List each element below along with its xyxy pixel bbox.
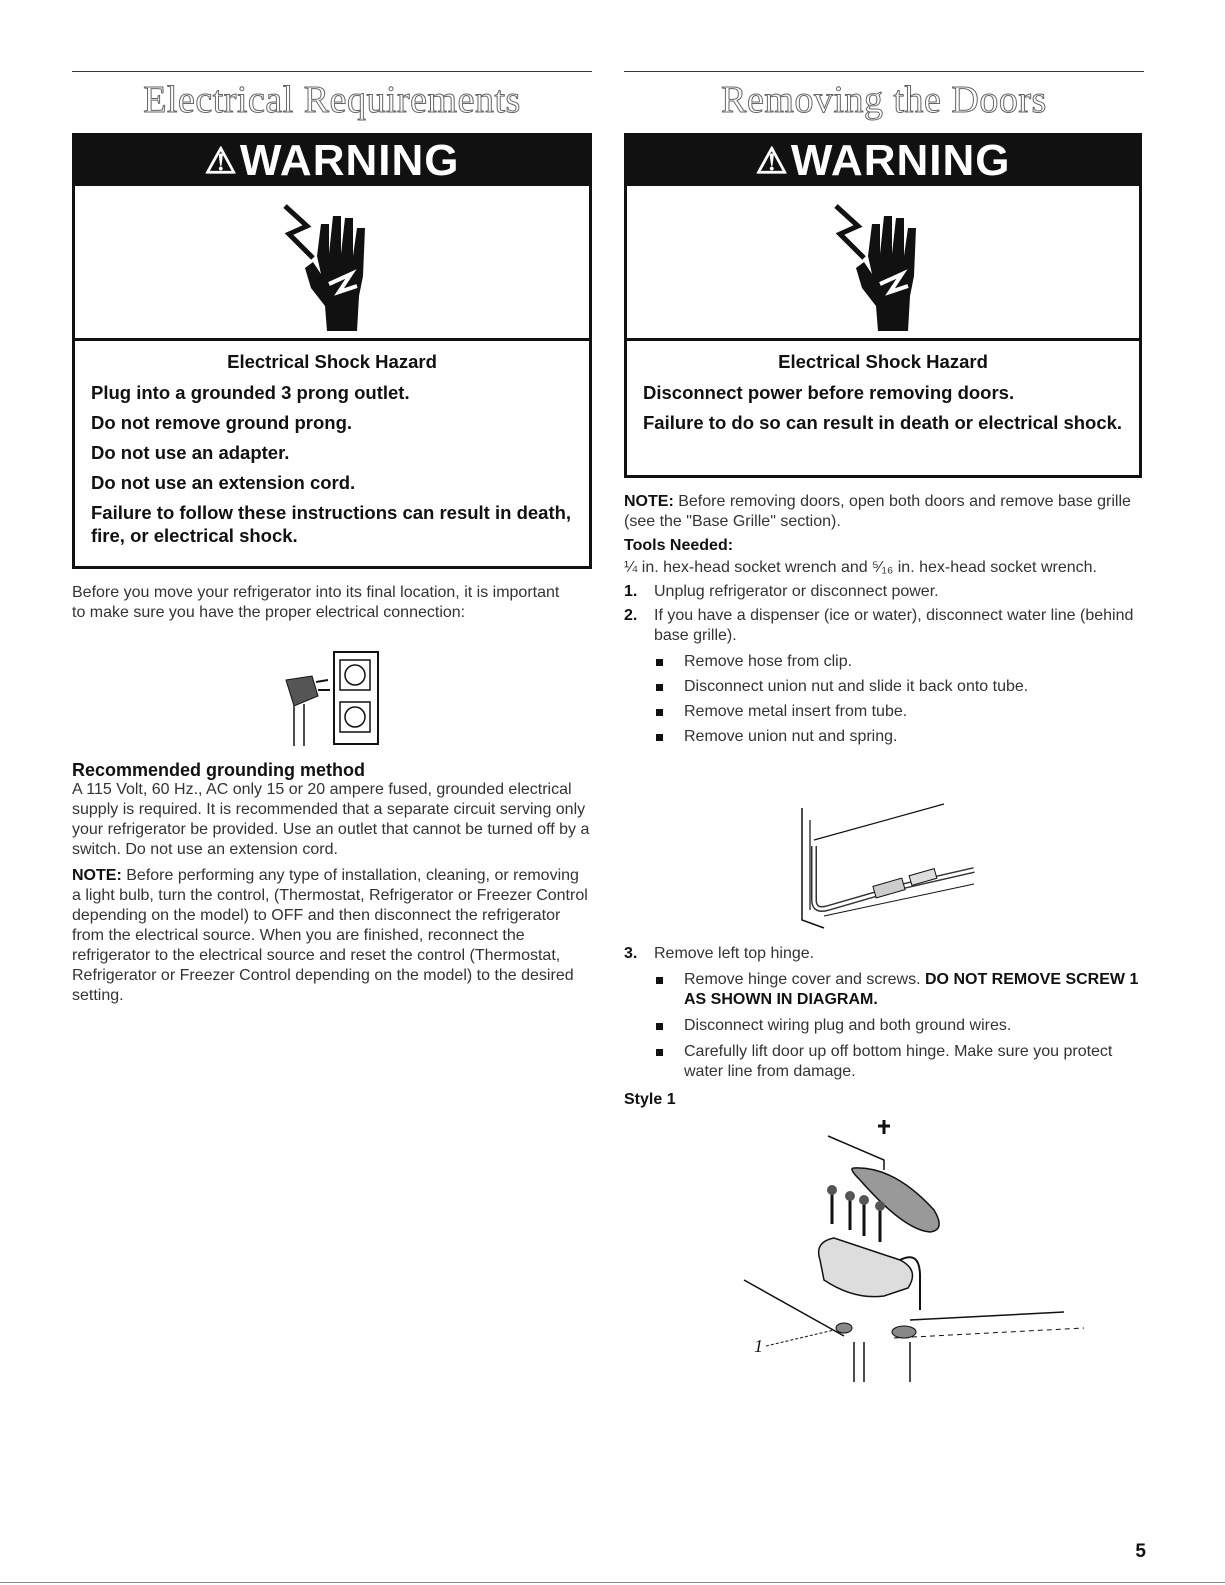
electric-shock-hand-icon — [277, 196, 387, 331]
bullet-item: Disconnect wiring plug and both ground wires. — [624, 1016, 1144, 1036]
note-label: NOTE: — [72, 867, 122, 884]
doors-note: NOTE: Before removing doors, open both doors and remove base grille (see the "Base Grille" section). — [624, 493, 1131, 530]
step-3-bullets — [624, 970, 1144, 1082]
grounded-outlet-plug-icon — [272, 650, 392, 750]
bullet-square-icon — [656, 684, 663, 691]
warning-header: ⚠WARNING — [75, 136, 589, 186]
bullet-item: Carefully lift door up off bottom hinge. Make sure you protect water line from damage. — [624, 1042, 1144, 1082]
electric-shock-hand-icon — [828, 196, 938, 331]
hazard-title: Electrical Shock Hazard — [778, 351, 988, 372]
tools-text: ¼ in. hex-head socket wrench and ⁵⁄₁₆ in. hex-head socket wrench. — [624, 559, 1097, 576]
warning-line: Failure to do so can result in death or electrical shock. — [643, 412, 1123, 433]
warning-box-doors — [624, 133, 1142, 478]
shock-hazard-icon-area — [627, 186, 1139, 341]
step-1: 1. Unplug refrigerator or disconnect power. — [624, 583, 939, 600]
bullet-square-icon — [656, 977, 663, 984]
grounding-section — [72, 760, 592, 1006]
note-paragraph — [72, 866, 592, 1006]
step-3: 3. Remove left top hinge. — [624, 945, 815, 962]
warning-line: Disconnect power before removing doors. — [643, 382, 1015, 403]
bullet-square-icon — [656, 1049, 663, 1056]
step-2: 2. If you have a dispenser (ice or water), disconnect water line (behind base grille). — [624, 607, 1134, 644]
left-top-rule — [72, 71, 592, 72]
style-label: Style 1 — [624, 1091, 676, 1108]
section-title-electrical: Electrical Requirements — [143, 79, 521, 121]
warning-line: Do not use an extension cord. — [91, 472, 356, 493]
warning-line: Plug into a grounded 3 prong outlet. — [91, 382, 410, 403]
section-title-doors: Removing the Doors — [721, 79, 1047, 121]
water-line-diagram — [784, 800, 984, 930]
bullet-item: Remove union nut and spring. — [624, 727, 1144, 747]
doors-instructions — [624, 492, 1144, 747]
warning-text — [627, 341, 1139, 434]
warning-line: Do not remove ground prong. — [91, 412, 353, 433]
step-2-bullets — [624, 652, 1144, 747]
bullet-square-icon — [656, 734, 663, 741]
tools-heading: Tools Needed: — [624, 537, 734, 554]
warning-triangle-icon: ⚠ — [204, 140, 238, 181]
warning-line: Failure to follow these instructions can result in death, fire, or electrical shock. — [91, 502, 572, 546]
warning-box-electrical — [72, 133, 592, 569]
bullet-square-icon — [656, 1023, 663, 1030]
bullet-item: Remove hinge cover and screws. DO NOT REMOVE SCREW 1 AS SHOWN IN DIAGRAM. — [624, 970, 1144, 1010]
bullet-square-icon — [656, 659, 663, 666]
bullet-item: Remove metal insert from tube. — [624, 702, 1144, 722]
note-text: Before performing any type of installation, cleaning, or removing a light bulb, turn the control, (Thermostat, Refrigerator or Freezer Control depending on the model) to OFF and then disconnect the refrigerator from the electrical source. When you are finished, reconnect the refrigerator to the electrical source and reset the control (Thermostat, Refrigerator or Freezer Control depending on the model) to the desired setting. — [72, 867, 588, 1004]
warning-text — [75, 341, 589, 547]
shock-hazard-icon-area — [75, 186, 589, 341]
warning-line: Do not use an adapter. — [91, 442, 290, 463]
hinge-removal-diagram — [724, 1120, 1104, 1390]
right-top-rule — [624, 71, 1144, 72]
footer-rule — [0, 1582, 1225, 1583]
page-number: 5 — [1135, 1541, 1146, 1562]
hazard-title: Electrical Shock Hazard — [227, 351, 437, 372]
bullet-item: Remove hose from clip. — [624, 652, 1144, 672]
grounding-heading: Recommended grounding method — [72, 760, 366, 780]
bullet-square-icon — [656, 709, 663, 716]
bullet-item: Disconnect union nut and slide it back onto tube. — [624, 677, 1144, 697]
step-3-section — [624, 944, 1144, 1110]
steps-list — [624, 582, 1144, 646]
screw-1-callout: 1 — [754, 1336, 763, 1356]
warning-header: ⚠WARNING — [627, 136, 1139, 186]
grounding-paragraph: A 115 Volt, 60 Hz., AC only 15 or 20 ampere fused, grounded electrical supply is required. It is recommended that a separate circuit serving only your refrigerator be provided. Use an outlet that cannot be turned off by a switch. Do not use an extension cord. — [72, 781, 590, 858]
warning-triangle-icon: ⚠ — [755, 140, 789, 181]
intro-paragraph: Before you move your refrigerator into its final location, it is important to make sure you have the proper electrical connection: — [72, 584, 560, 621]
